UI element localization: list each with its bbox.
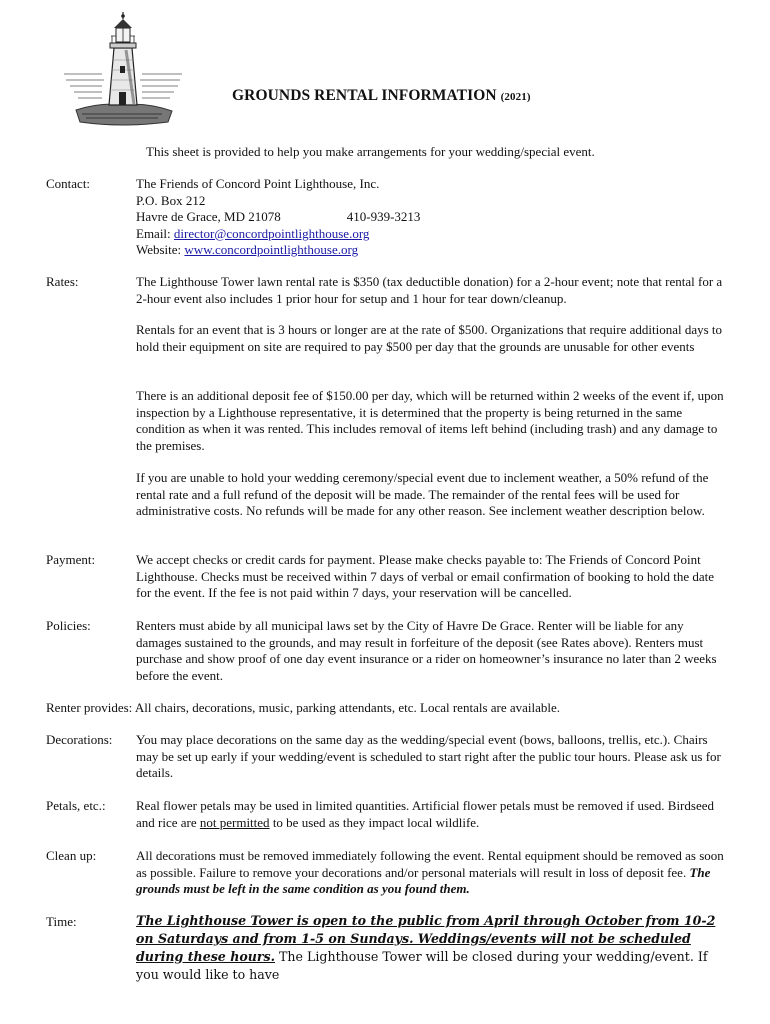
petals-text-a: Real flower petals may be used in limited quantities. Artificial flower petals must be removed if used. Birdseed and rice are: [136, 798, 714, 830]
contact-phone: 410-939-3213: [346, 209, 421, 224]
email-label: Email:: [136, 225, 174, 241]
policies-label: Policies:: [46, 618, 91, 633]
website-label: Website:: [136, 242, 185, 257]
page-title: [232, 88, 531, 106]
payment-text: We accept checks or credit cards for payment. Please make checks payable to: The Friends of Concord Point Lighthouse. Checks must be received within 7 days of verbal or email confirmation of booking to hold the date for the event. If the fee is not paid within 7 days, your reservation will be cancelled.: [136, 552, 714, 600]
rates-paragraph-4: If you are unable to hold your wedding ceremony/special event due to inclement weather, a 50% refund of the rental rate and a full refund of the deposit will be made. The remainder of the rental fees will be used for administrative costs. No refunds will be made for any other reason. See inclement weather description below.: [136, 470, 709, 518]
cleanup-emphasis: The grounds must be left in the same condition as you found them.: [136, 864, 711, 896]
contact-address-line: [136, 209, 726, 226]
title-year: (2021): [500, 91, 531, 103]
contact-website-line: [136, 242, 726, 259]
decorations-text: You may place decorations on the same day as the wedding/special event (bows, balloons, trellis, etc.). Chairs may be set up early if your wedding/event is scheduled to start right after the public tour hours. Please ask us for details.: [136, 732, 721, 780]
cleanup-label: Clean up:: [46, 848, 97, 863]
petals-label: Petals, etc.:: [46, 798, 106, 813]
contact-po-box: P.O. Box 212: [136, 192, 206, 208]
decorations-label: Decorations:: [46, 732, 113, 747]
website-link[interactable]: www.concordpointlighthouse.org: [184, 242, 359, 257]
cleanup-text: [136, 848, 726, 898]
time-body: The Lighthouse Tower will be closed during your wedding/event. If you would like to have: [136, 949, 708, 982]
contact-block: [136, 176, 726, 259]
lighthouse-logo: [62, 10, 184, 130]
rates-paragraph-1: The Lighthouse Tower lawn rental rate is $350 (tax deductible donation) for a 2-hour event; note that rental for a 2-hour event also includes 1 prior hour for setup and 1 hour for tear down/cleanup.: [136, 274, 723, 306]
email-link[interactable]: director@concordpointlighthouse.org: [173, 225, 370, 241]
rates-paragraph-3: There is an additional deposit fee of $150.00 per day, which will be returned within 2 weeks of the event if, upon inspection by a Lighthouse representative, it is determined that the property is being returned in the same condition as when it was rented. This includes removal of items left behind (including trash) and any damage to the premises.: [136, 388, 724, 453]
rates-paragraph-2: Rentals for an event that is 3 hours or longer are at the rate of $500. Organizations that require additional days to hold their equipment on site are required to pay $500 per day that the grounds are unusable for other events: [136, 322, 723, 354]
time-label: Time:: [46, 914, 77, 929]
time-emphasis: The Lighthouse Tower is open to the public from April through October from 10-2 on Saturdays and from 1-5 on Sundays. Weddings/events will not be scheduled during these hours.: [136, 913, 716, 964]
contact-label: Contact:: [46, 176, 91, 191]
rates-label: Rates:: [46, 274, 79, 289]
contact-email-line: [136, 226, 726, 243]
title-text: GROUNDS RENTAL INFORMATION: [232, 87, 497, 104]
policies-text: Renters must abide by all municipal laws set by the City of Havre De Grace. Renter will be liable for any damages sustained to the grounds, and may result in forfeiture of the deposit (see Rates above). Renters must purchase and show proof of one day event insurance or a rider on homeowner’s insurance no later than 2 weeks before the event.: [136, 618, 717, 683]
petals-text: [136, 798, 726, 831]
renter-provides-text: Renter provides: All chairs, decorations, music, parking attendants, etc. Local rentals are available.: [46, 700, 561, 715]
payment-label: Payment:: [46, 552, 96, 567]
petals-not-permitted: not permitted: [199, 814, 270, 830]
petals-text-b: to be used as they impact local wildlife.: [269, 814, 480, 830]
time-text: [136, 912, 726, 984]
contact-city: Havre de Grace, MD 21078: [136, 209, 281, 224]
contact-org: The Friends of Concord Point Lighthouse, Inc.: [136, 176, 380, 191]
intro-text: This sheet is provided to help you make arrangements for your wedding/special event.: [146, 144, 595, 159]
cleanup-body: All decorations must be removed immediately following the event. Rental equipment should be removed as soon as possible. Failure to remove your decorations and/or personal materials will result in loss of deposit fee.: [136, 848, 724, 880]
